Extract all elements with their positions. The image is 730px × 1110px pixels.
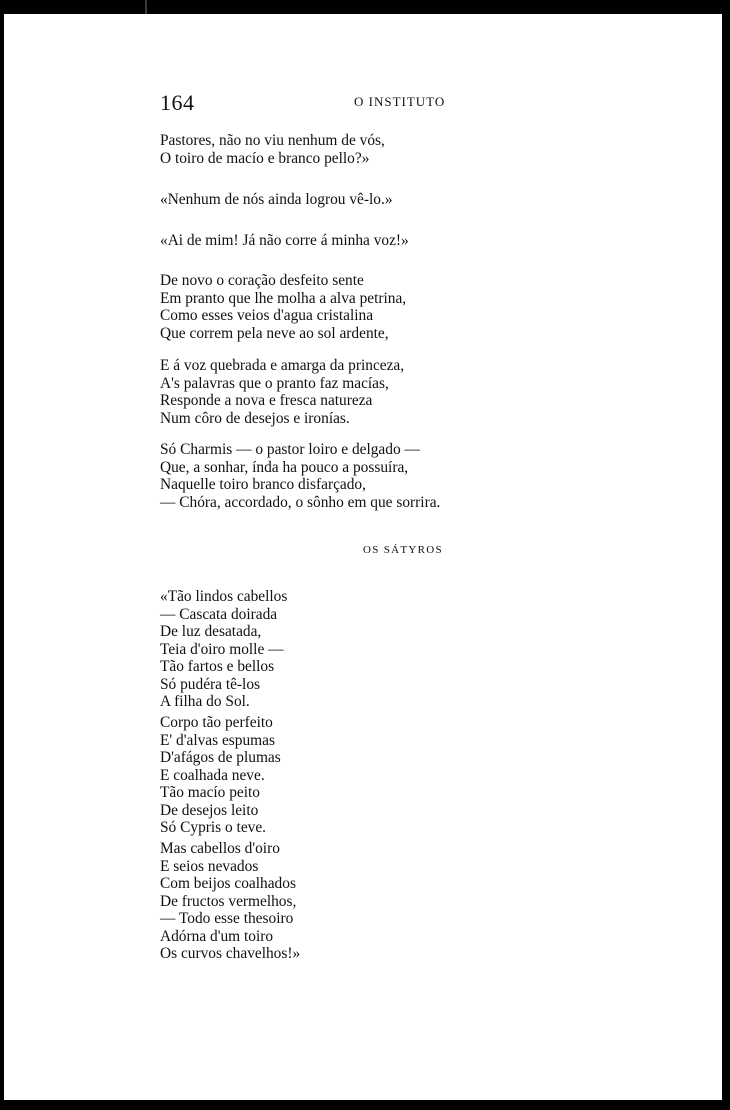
verse-line: «Ai de mim! Já não corre á minha voz!»	[160, 232, 409, 249]
verse-line: Adórna d'um toiro	[160, 927, 274, 945]
verse-line: Responde a nova e fresca natureza	[160, 392, 373, 409]
verse-line: E' d'alvas espumas	[160, 731, 275, 749]
verse-line: A's palavras que o pranto faz macías,	[160, 374, 389, 392]
stanza-1	[160, 132, 660, 167]
verse-line: — Todo esse thesoiro	[160, 910, 294, 927]
verse-line: — Chóra, accordado, o sônho em que sorrira.	[160, 493, 441, 511]
verse-line: E seios nevados	[160, 857, 259, 875]
stanza-4	[160, 272, 660, 342]
verse-line: Só pudéra tê-los	[160, 675, 261, 693]
verse-line: De luz desatada,	[160, 623, 262, 640]
verse-line: Naquelle toiro branco disfarçado,	[160, 476, 366, 493]
verse-line: Teia d'oiro molle —	[160, 640, 284, 658]
verse-line: E coalhada neve.	[160, 766, 265, 784]
stanza-2	[160, 191, 660, 209]
verse-line: O toiro de macío e branco pello?»	[160, 149, 370, 167]
verse-line: «Tão lindos cabellos	[160, 588, 288, 605]
verse-line: «Nenhum de nós ainda logrou vê-lo.»	[160, 191, 393, 208]
verse-line: Que correm pela neve ao sol ardente,	[160, 324, 389, 342]
verse-line: Em pranto que lhe molha a alva petrina,	[160, 289, 407, 307]
stanza-7	[160, 588, 660, 711]
stanza-3	[160, 232, 660, 250]
book-page	[4, 14, 722, 1100]
stanza-9	[160, 840, 660, 963]
verse-line: Pastores, não no viu nenhum de vós,	[160, 132, 385, 149]
verse-line: Como esses veios d'agua cristalina	[160, 307, 374, 324]
verse-line: Só Charmis — o pastor loiro e delgado —	[160, 441, 420, 458]
verse-line: Corpo tão perfeito	[160, 714, 273, 731]
verse-line: Só Cypris o teve.	[160, 819, 267, 836]
page-number: 164	[160, 90, 195, 115]
verse-line: Que, a sonhar, índa ha pouco a possuíra,	[160, 458, 409, 476]
verse-line: — Cascata doirada	[160, 605, 278, 623]
section-title: OS SÁTYROS	[363, 544, 443, 556]
verse-line: De desejos leito	[160, 801, 259, 819]
stanza-8	[160, 714, 660, 837]
verse-line: E á voz quebrada e amarga da princeza,	[160, 357, 405, 374]
verse-line: Mas cabellos d'oiro	[160, 840, 280, 857]
binding-crease	[145, 0, 147, 14]
verse-line: Num côro de desejos e ironías.	[160, 409, 350, 427]
verse-line: Tão macío peito	[160, 784, 261, 801]
verse-line: D'afágos de plumas	[160, 749, 281, 766]
running-head: O INSTITUTO	[354, 94, 446, 109]
verse-line: De novo o coração desfeito sente	[160, 272, 364, 289]
stanza-5	[160, 357, 660, 427]
verse-line: A filha do Sol.	[160, 693, 250, 710]
verse-line: Tão fartos e bellos	[160, 658, 275, 675]
verse-line: Os curvos chavelhos!»	[160, 945, 301, 962]
verse-line: De fructos vermelhos,	[160, 892, 297, 910]
stanza-6	[160, 441, 660, 511]
verse-line: Com beijos coalhados	[160, 875, 296, 892]
